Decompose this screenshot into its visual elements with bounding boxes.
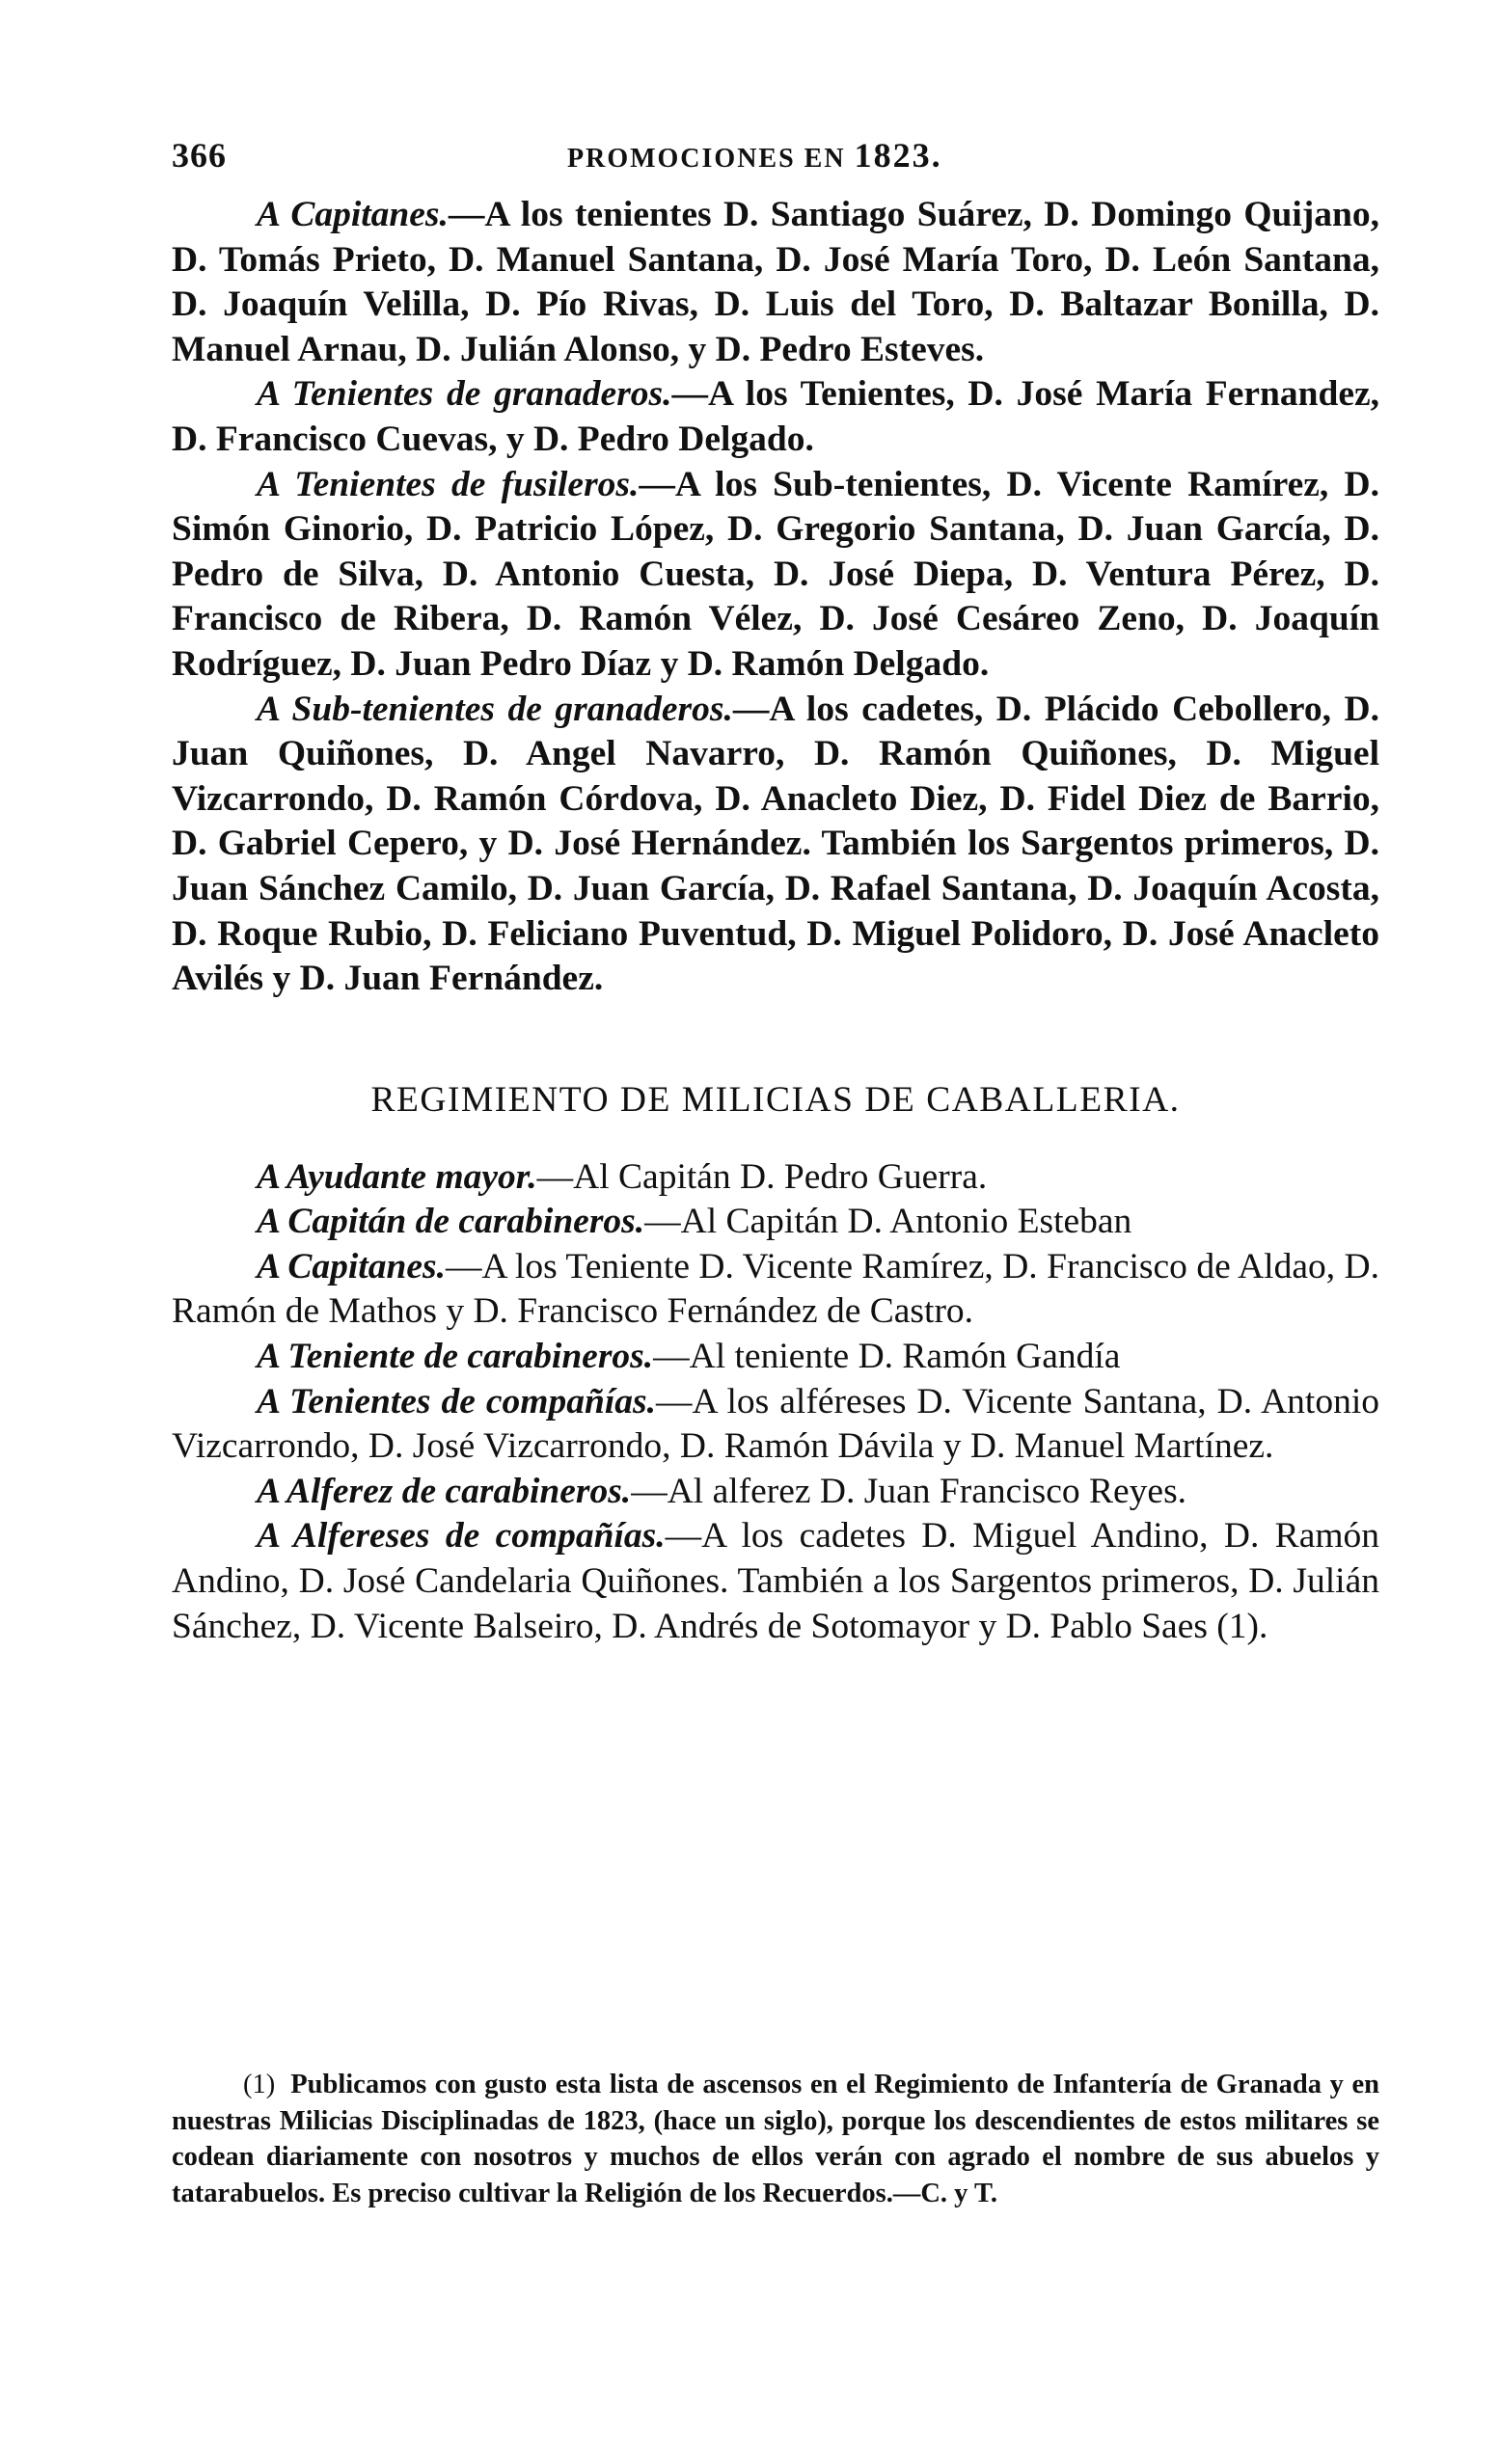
paragraph-text: —A los cadetes, D. Plácido Cebollero, D. Juan Quiñones, D. Angel Navarro, D. Ramón Quiñones, D. Miguel Vizcarrondo, D. Ramón Córdova, D. Anacleto Diez, D. Fidel Diez de Barrio, D. Gabriel Cepero, y D. José Hernández. También los Sargentos primeros, D. Juan Sánchez Camilo, D. Juan García, D. Rafael Santana, D. Joaquín Acosta, D. Roque Rubio, D. Feliciano Puventud, D. Miguel Polidoro, D. José Anacleto Avilés y D. Juan Fernández. [172, 689, 1379, 999]
paragraph [172, 193, 1379, 372]
paragraph-text: —A los cadetes D. Miguel Andino, D. Ramón Andino, D. José Candelaria Quiñones. También a los Sargentos primeros, D. Julián Sánchez, D. Vicente Balseiro, D. Andrés de Sotomayor y D. Pablo Saes (1). [172, 1516, 1380, 1646]
paragraph [172, 1514, 1379, 1649]
paragraph-lead: A Capitanes. [257, 195, 449, 234]
paragraph [172, 372, 1379, 462]
paragraph-text: —Al Capitán D. Pedro Guerra. [536, 1156, 988, 1197]
promotions-section-infantry [172, 193, 1379, 1002]
running-title-text: PROMOCIONES EN [567, 144, 846, 174]
running-title [567, 135, 942, 176]
paragraph-lead: A Ayudante mayor. [257, 1156, 537, 1197]
paragraph [172, 1470, 1379, 1515]
footnote [172, 2067, 1379, 2211]
paragraph-text: —A los alféreses D. Vicente Santana, D. Antonio Vizcarrondo, D. José Vizcarrondo, D. Ramón Dávila y D. Manuel Martínez. [172, 1381, 1379, 1467]
running-title-year: 1823. [854, 136, 942, 175]
paragraph-text: —Al teniente D. Ramón Gandía [653, 1337, 1121, 1377]
paragraph-lead: A Capitán de carabineros. [257, 1202, 645, 1242]
paragraph-lead: A Tenientes de fusileros. [257, 464, 640, 504]
paragraph [172, 1380, 1379, 1470]
paragraph [172, 1155, 1379, 1201]
paragraph-lead: A Alferez de carabineros. [257, 1471, 632, 1511]
paragraph-lead: A Sub-tenientes de granaderos. [257, 689, 733, 729]
paragraph-text: —A los tenientes D. Santiago Suárez, D. Domingo Quijano, D. Tomás Prieto, D. Manuel Santana, D. José María Toro, D. León Santana, D. Joaquín Velilla, D. Pío Rivas, D. Luis del Toro, D. Baltazar Bonilla, D. Manuel Arnau, D. Julián Alonso, y D. Pedro Esteves. [172, 195, 1379, 369]
paragraph-text: —Al alferez D. Juan Francisco Reyes. [631, 1471, 1187, 1511]
page-number: 366 [172, 136, 227, 175]
paragraph-lead: A Tenientes de granaderos. [257, 374, 672, 415]
paragraph-lead: A Alfereses de compañías. [257, 1516, 666, 1557]
paragraph-text: —A los Sub-tenientes, D. Vicente Ramírez, D. Simón Ginorio, D. Patricio López, D. Gregorio Santana, D. Juan García, D. Pedro de Silva, D. Antonio Cuesta, D. José Diepa, D. Ventura Pérez, D. Francisco de Ribera, D. Ramón Vélez, D. José Cesáreo Zeno, D. Joaquín Rodríguez, D. Juan Pedro Díaz y D. Ramón Delgado. [172, 464, 1380, 684]
promotions-section-cavalry [172, 1155, 1379, 1650]
paragraph [172, 688, 1379, 1002]
paragraph [172, 1335, 1379, 1380]
paragraph-lead: A Teniente de carabineros. [257, 1337, 654, 1377]
paragraph-text: —A los Tenientes, D. José María Fernandez, D. Francisco Cuevas, y D. Pedro Delgado. [172, 374, 1379, 459]
paragraph [172, 1245, 1379, 1335]
paragraph-lead: A Capitanes. [257, 1246, 446, 1286]
paragraph-lead: A Tenientes de compañías. [257, 1381, 656, 1422]
footnote-marker: (1) [243, 2070, 276, 2099]
paragraph [172, 1200, 1379, 1245]
footnote-text: Publicamos con gusto esta lista de ascensos en el Regimiento de Infantería de Granada y en nuestras Milicias Disciplinadas de 1823, (hace un siglo), porque los descendientes de estos militares se codean diariamente con nosotros y muchos de ellos verán con agrado el nombre de sus abuelos y tatarabuelos. Es preciso cultivar la Religión de los Recuerdos.—C. y T. [172, 2070, 1379, 2208]
section-heading: REGIMIENTO DE MILICIAS DE CABALLERIA. [370, 1079, 1181, 1120]
paragraph [172, 463, 1379, 688]
running-head [172, 135, 1379, 193]
paragraph-text: —Al Capitán D. Antonio Esteban [644, 1202, 1132, 1242]
paragraph-text: —A los Teniente D. Vicente Ramírez, D. Francisco de Aldao, D. Ramón de Mathos y D. Francisco Fernández de Castro. [172, 1246, 1379, 1332]
page [172, 135, 1379, 1649]
